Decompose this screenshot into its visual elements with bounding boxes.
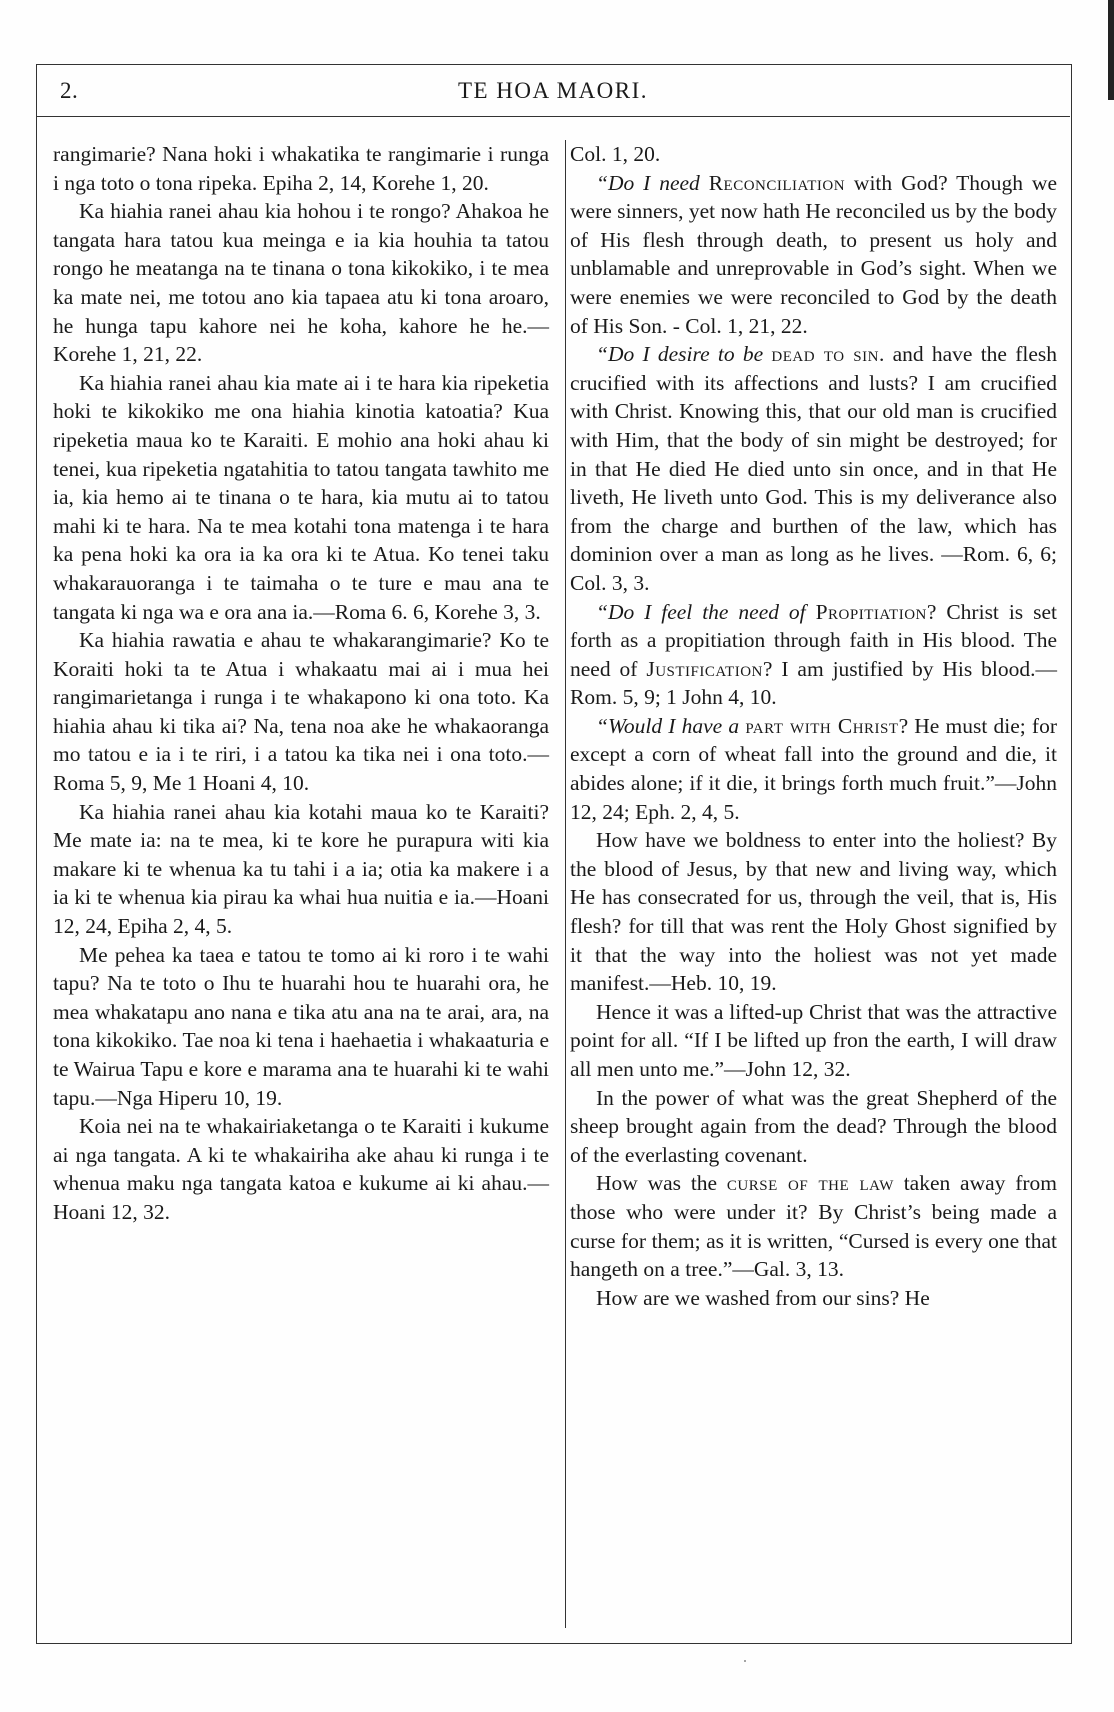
- italic-lead: “Do I desire to be: [596, 342, 772, 367]
- paragraph: Ka hiahia ranei ahau kia mate ai i te hara kia ripeketia hoki te kikokiko me ona hiahia kinotia katoatia? Kua ripeketia maua ko te Karaiti. E mohio ana hoki ahau ki tenei, kua ripeketia ngatahitia to tatou tangata tawhito me ia, kia hemo ai te tinana o te hara, kia mutu ai to tatou mahi ki te hara. Na te mea kotahi tona matenga i te hara ka pena hoki ka ora ia ka ora ki te Atua. Ko tenei taku whakarauoranga i te taimaha o te ture e mau ana te tangata ki nga wa e ora ana ia.—Roma 6. 6, Korehe 3, 3.: [53, 370, 549, 624]
- small-caps-term: Justification: [646, 656, 763, 681]
- left-column-maori: [53, 140, 549, 1227]
- paragraph: How are we washed from our sins? He: [596, 1285, 930, 1310]
- paragraph: Koia nei na te whakairiaketanga o te Karaiti i kukume ai nga tangata. A ki te whakairiha ake ahau ki runga i te whenua maku nga tangata katoa e kukume ai ki ahau.—Hoani 12, 32.: [53, 1114, 549, 1224]
- paragraph: Ka hiahia ranei ahau kia kotahi maua ko te Karaiti? Me mate ia: na te mea, ki te kore he purapura witi kia makare ki te whenua ka tu tahi i a ia; otia ka makere i a ia ki te whenua kia pirau ka whai hua nuitia e ia.—Hoani 12, 24, Epiha 2, 4, 5.: [53, 799, 549, 939]
- paragraph-text: taken away from those who were under it? By Christ’s being made a curse for them; as it is written, “Cursed is every one that hangeth on a tree.”—Gal. 3, 13.: [570, 1171, 1057, 1282]
- page-number: 2.: [60, 78, 79, 103]
- paragraph: [565, 1169, 1057, 1283]
- small-caps-term: Reconciliation: [708, 170, 846, 195]
- paragraph: [565, 169, 1057, 341]
- paragraph-text: . and have the flesh crucified with its affections and lusts? I am crucified with Christ. Knowing this, that our old man is crucified with Him, that the body of sin might be destroyed; for in that He died He died unto sin once, and in that He liveth, He liveth unto God. This is my deliverance also from the charge and burthen of the law, which has dominion over a man as long as he lives. —Rom. 6, 6; Col. 3, 3.: [570, 342, 1058, 595]
- paragraph: [565, 598, 1057, 712]
- italic-lead: “Would I have a: [596, 713, 746, 738]
- paragraph: In the power of what was the great Shepherd of the sheep brought again from the dead? Through the blood of the everlasting covenant.: [570, 1085, 1057, 1167]
- paragraph: Ka hiahia rawatia e ahau te whakarangimarie? Ko te Koraiti hoki ta te Atua i whakaatu mai ai i mua hei rangimarietanga i runga i te whakapono ki ona toto. Ka hiahia ahau ki tika ai? Na, tena noa ake he whakaoranga mo tatou e ia i te riri, i a tatou ka tika nei i ona toto.—Roma 5, 9, Me 1 Hoani 4, 10.: [53, 628, 549, 796]
- page-header: [36, 64, 1070, 117]
- paragraph-text: ? He must die; for except a corn of wheat fall into the ground and die, it abides alone; if it die, it brings forth much fruit.”—John 12, 24; Eph. 2, 4, 5.: [570, 713, 1057, 824]
- paragraph-text: ? Christ is set forth as a propitiation through faith in His blood. The need of: [570, 599, 1057, 681]
- scan-edge-mark: [1108, 0, 1114, 100]
- right-column-english: [565, 140, 1057, 1312]
- paragraph-text: with God? Though we were sinners, yet now hath He reconciled us by the body of His flesh through death, to present us holy and unblamable and unreprovable in God’s sight. When we were enemies we were reconciled to God by the death of His Son. - Col. 1, 21, 22.: [570, 170, 1058, 338]
- small-caps-term: part with Christ: [745, 713, 899, 738]
- italic-lead: “Do I feel the need of: [596, 599, 816, 624]
- paragraph: rangimarie? Nana hoki i whakatika te rangimarie i runga i nga toto o tona ripeka. Epiha 2, 14, Korehe 1, 20.: [53, 142, 549, 195]
- paragraph: [565, 340, 1057, 597]
- small-caps-term: Propitiation: [815, 599, 927, 624]
- small-caps-term: dead to sin: [771, 342, 879, 367]
- paragraph: How have we boldness to enter into the holiest? By the blood of Jesus, by that new and living way, which He has consecrated for us, through the veil, that is, His flesh? for till that was rent the Holy Ghost signified by it that the way into the holiest was not yet made manifest.—Heb. 10, 19.: [570, 828, 1057, 996]
- paragraph: Col. 1, 20.: [570, 142, 661, 166]
- small-caps-term: curse of the law: [726, 1171, 894, 1196]
- paragraph-text: ? I am justified by His blood.—Rom. 5, 9; 1 John 4, 10.: [570, 656, 1057, 710]
- paragraph: Hence it was a lifted-up Christ that was the attractive point for all. “If I be lifted up fron the earth, I will draw all men unto me.”—John 12, 32.: [570, 999, 1057, 1081]
- scan-speck: [744, 1660, 746, 1662]
- paragraph: Ka hiahia ranei ahau kia hohou i te rongo? Ahakoa he tangata hara tatou kua meinga e ia kia houhia ta tatou rongo he meatanga na te tinana o tona kikokiko, i te mea ka mate nei, me totou ano kia tapaea atu ki tona aroaro, he hunga tapu kahore nei he koha, kahore he he.—Korehe 1, 21, 22.: [53, 199, 549, 367]
- paragraph: Me pehea ka taea e tatou te tomo ai ki roro i te wahi tapu? Na te toto o Ihu te huarahi hou te huarahi ora, he mea whakatapu ano nana e tika atu ana na te arai, ara, na tona kikokiko. Tae noa ki tena i haehaetia i whakaaturia e te Wairua Tapu e kore e marama ana te huarahi ki te wahi tapu.—Nga Hiperu 10, 19.: [53, 942, 549, 1110]
- paragraph-text: How was the: [596, 1171, 727, 1196]
- paragraph: [565, 712, 1057, 826]
- running-title: TE HOA MAORI.: [457, 78, 649, 103]
- italic-lead: “Do I need: [596, 170, 709, 195]
